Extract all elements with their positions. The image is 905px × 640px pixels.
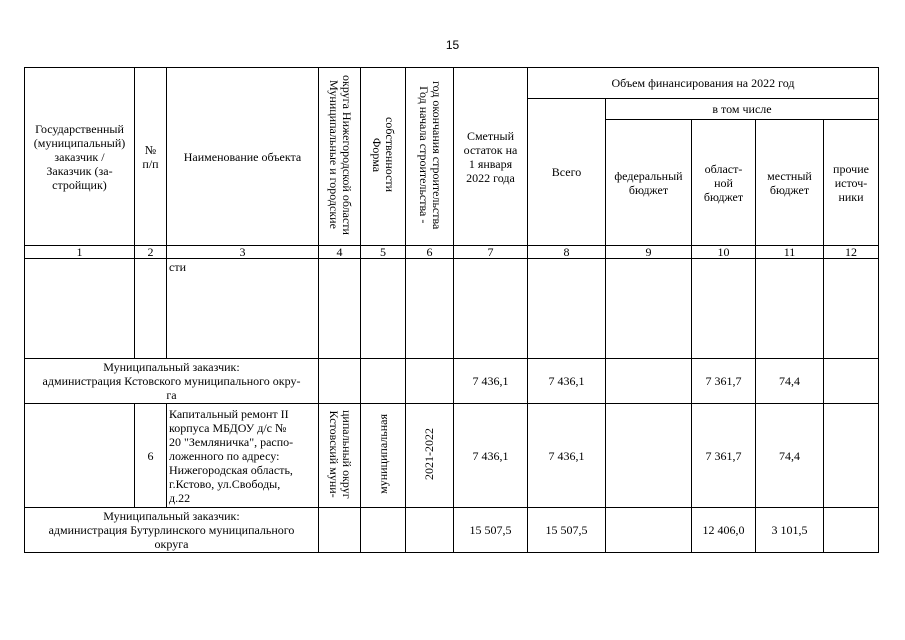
object-district: Кстовский муни- ципальный округ: [319, 404, 361, 508]
object-name: Капитальный ремонт II корпуса МБДОУ д/с № 20 "Земляничка", распо- ложенного по адресу: Нижегородская область, г.Кстово, ул.Свободы, д.22: [167, 404, 319, 508]
col-number: 1: [25, 246, 135, 259]
col-number: 12: [824, 246, 879, 259]
cell-empty: [25, 259, 135, 359]
cell-empty: [361, 359, 406, 404]
page-number: 15: [445, 38, 460, 52]
header-regional: област- ной бюджет: [692, 120, 756, 246]
object-ownership: муниципальная: [361, 404, 406, 508]
cell-empty: [406, 259, 454, 359]
header-number: № п/п: [135, 68, 167, 246]
local-value: 74,4: [756, 359, 824, 404]
customer-row-kstovo: [25, 359, 879, 404]
total-value: 15 507,5: [528, 508, 606, 553]
col-number: 5: [361, 246, 406, 259]
financing-table: [24, 67, 879, 553]
object-years: 2021-2022: [406, 404, 454, 508]
other-value: [824, 404, 879, 508]
header-total: Всего: [528, 99, 606, 246]
header-estimate: Сметный остаток на 1 января 2022 года: [454, 68, 528, 246]
cell-empty: [406, 508, 454, 553]
col-number: 7: [454, 246, 528, 259]
col-number: 11: [756, 246, 824, 259]
regional-value: 7 361,7: [692, 359, 756, 404]
col-number: 6: [406, 246, 454, 259]
customer-name: Муниципальный заказчик: администрация Бутурлинского муниципального округа: [25, 508, 319, 553]
customer-name: Муниципальный заказчик: администрация Кстовского муниципального окру- га: [25, 359, 319, 404]
header-other: прочие источ- ники: [824, 120, 879, 246]
regional-value: 12 406,0: [692, 508, 756, 553]
local-value: 3 101,5: [756, 508, 824, 553]
header-district: Муниципальные и городские округа Нижегородской области: [319, 68, 361, 246]
header-including: в том числе: [606, 99, 879, 120]
cell-empty: [135, 259, 167, 359]
header-federal: федеральный бюджет: [606, 120, 692, 246]
header-ownership: Форма собственности: [361, 68, 406, 246]
col-number: 9: [606, 246, 692, 259]
header-years: Год начала строительства - год окончания строительства: [406, 68, 454, 246]
regional-value: 7 361,7: [692, 404, 756, 508]
federal-value: [606, 404, 692, 508]
cell-empty: [319, 359, 361, 404]
estimate-value: 15 507,5: [454, 508, 528, 553]
cell-empty: [361, 508, 406, 553]
col-number: 3: [167, 246, 319, 259]
header-row-1: [25, 68, 879, 99]
cell-empty: [824, 259, 879, 359]
col-number: 2: [135, 246, 167, 259]
cell-empty: [319, 259, 361, 359]
object-row-6: [25, 404, 879, 508]
header-customer: Государственный (муниципальный) заказчик / Заказчик (за- стройщик): [25, 68, 135, 246]
header-object-name: Наименование объекта: [167, 68, 319, 246]
federal-value: [606, 359, 692, 404]
col-number: 4: [319, 246, 361, 259]
object-name-continuation: сти: [167, 259, 319, 359]
total-value: 7 436,1: [528, 359, 606, 404]
header-financing: Объем финансирования на 2022 год: [528, 68, 879, 99]
cell-empty: [606, 259, 692, 359]
cell-empty: [756, 259, 824, 359]
cell-empty: [25, 404, 135, 508]
other-value: [824, 508, 879, 553]
cell-empty: [692, 259, 756, 359]
cell-empty: [454, 259, 528, 359]
customer-row-buturlino: [25, 508, 879, 553]
continuation-row: [25, 259, 879, 359]
total-value: 7 436,1: [528, 404, 606, 508]
col-number: 8: [528, 246, 606, 259]
cell-empty: [406, 359, 454, 404]
estimate-value: 7 436,1: [454, 404, 528, 508]
object-number: 6: [135, 404, 167, 508]
cell-empty: [319, 508, 361, 553]
estimate-value: 7 436,1: [454, 359, 528, 404]
column-number-row: [25, 246, 879, 259]
local-value: 74,4: [756, 404, 824, 508]
header-local: местный бюджет: [756, 120, 824, 246]
cell-empty: [528, 259, 606, 359]
cell-empty: [361, 259, 406, 359]
other-value: [824, 359, 879, 404]
col-number: 10: [692, 246, 756, 259]
federal-value: [606, 508, 692, 553]
